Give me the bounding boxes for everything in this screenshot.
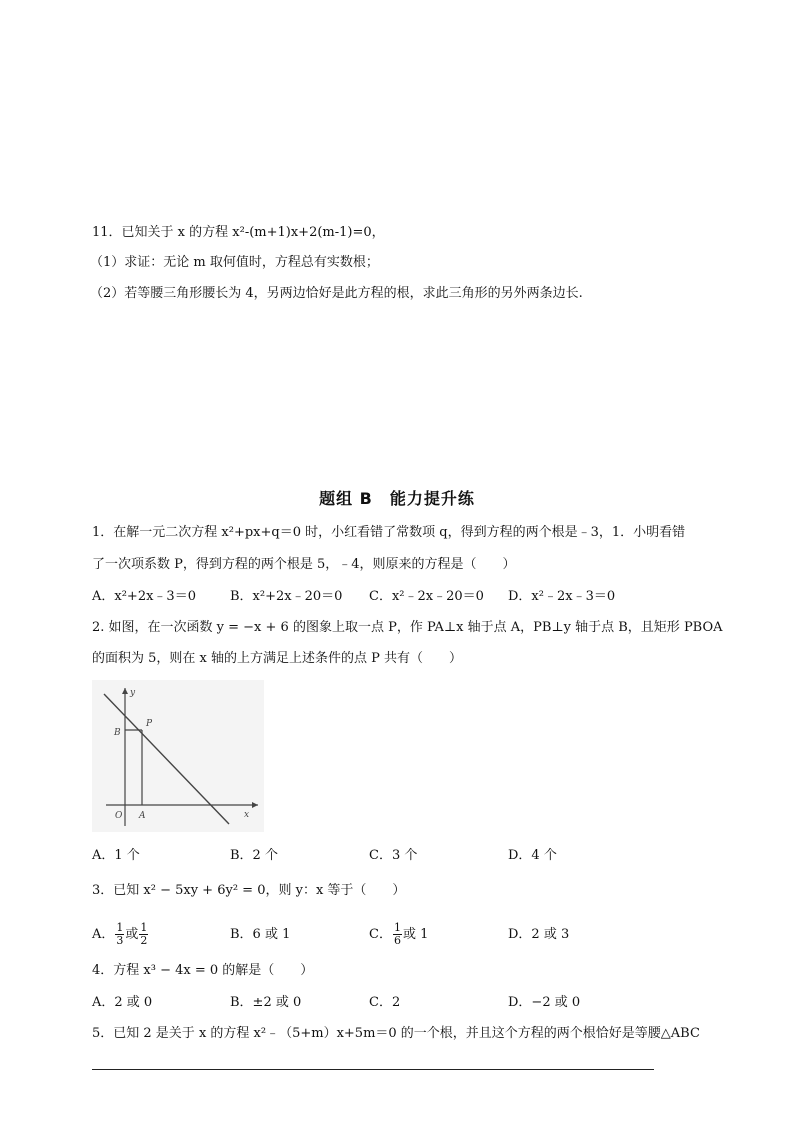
problem-11-stem: 11．已知关于 x 的方程 x²-(m+1)x+2(m-1)=0， (92, 225, 385, 240)
label-x: x (244, 810, 250, 820)
q3-line1: 3．已知 x² − 5xy + 6y² = 0，则 y：x 等于（ ） (92, 883, 406, 898)
q1-option-b: B．x²+2x﹣20＝0 (230, 589, 343, 604)
q4-option-b: B．±2 或 0 (230, 995, 302, 1010)
fraction-denominator: 2 (140, 934, 148, 947)
q3-option-a-fraction-2 (139, 922, 148, 947)
problem-11-part1: （1）求证：无论 m 取何值时，方程总有实数根； (90, 255, 379, 270)
q2-option-c: C．3 个 (369, 848, 418, 863)
label-b: B (114, 728, 121, 738)
q1-option-c: C．x²﹣2x﹣20＝0 (369, 589, 484, 604)
problem-11-part2: （2）若等腰三角形腰长为 4，另两边恰好是此方程的根，求此三角形的另外两条边长. (90, 286, 583, 301)
q1-option-d: D．x²﹣2x﹣3＝0 (508, 589, 616, 604)
q2-line2: 的面积为 5，则在 x 轴的上方满足上述条件的点 P 共有（ ） (92, 651, 463, 666)
q3-option-d: D．2 或 3 (508, 927, 570, 942)
q2-figure (92, 680, 264, 832)
fraction-numerator: 1 (393, 921, 401, 934)
q4-line1: 4．方程 x³ − 4x = 0 的解是（ ） (92, 963, 314, 978)
q3-option-a-mid: 或 (125, 927, 139, 942)
label-a: A (139, 811, 146, 821)
q4-option-d: D．−2 或 0 (508, 995, 581, 1010)
q3-option-a-fraction-1 (115, 922, 124, 947)
fraction-numerator: 1 (140, 921, 148, 934)
fraction-denominator: 6 (393, 934, 401, 947)
fraction-numerator: 1 (116, 921, 124, 934)
label-p: P (146, 719, 153, 729)
footer-rule (92, 1069, 654, 1070)
fraction-denominator: 3 (116, 934, 124, 947)
q1-line2: 了一次项系数 P，得到方程的两个根是 5，﹣4，则原来的方程是（ ） (92, 557, 516, 572)
label-y: y (130, 688, 136, 698)
q3-option-c-prefix: C． (369, 927, 392, 942)
q3-option-c (369, 922, 428, 947)
q2-option-d: D．4 个 (508, 848, 557, 863)
q2-option-a: A．1 个 (92, 848, 140, 863)
q3-option-c-suffix: 或 1 (402, 927, 429, 942)
section-title: 题组 B 能力提升练 (319, 489, 475, 508)
q2-option-b: B．2 个 (230, 848, 278, 863)
label-o: O (115, 811, 123, 821)
q1-option-a: A．x²+2x﹣3＝0 (92, 589, 196, 604)
q2-line1: 2. 如图，在一次函数 y = −x + 6 的图象上取一点 P，作 PA⊥x 轴于点 A，PB⊥y 轴于点 B，且矩形 PBOA (92, 620, 723, 635)
q3-option-a (92, 922, 149, 947)
q5-line1: 5．已知 2 是关于 x 的方程 x²﹣（5+m）x+5m＝0 的一个根，并且这个方程的两个根恰好是等腰△ABC (92, 1026, 700, 1041)
q4-option-a: A．2 或 0 (92, 995, 153, 1010)
figure-background (92, 680, 264, 832)
q1-line1: 1．在解一元二次方程 x²+px+q＝0 时，小红看错了常数项 q，得到方程的两个根是﹣3，1．小明看错 (92, 525, 686, 540)
q4-option-c: C．2 (369, 995, 401, 1010)
q3-option-c-fraction (393, 922, 402, 947)
q3-option-a-prefix: A． (92, 927, 115, 942)
q3-option-b: B．6 或 1 (230, 927, 291, 942)
